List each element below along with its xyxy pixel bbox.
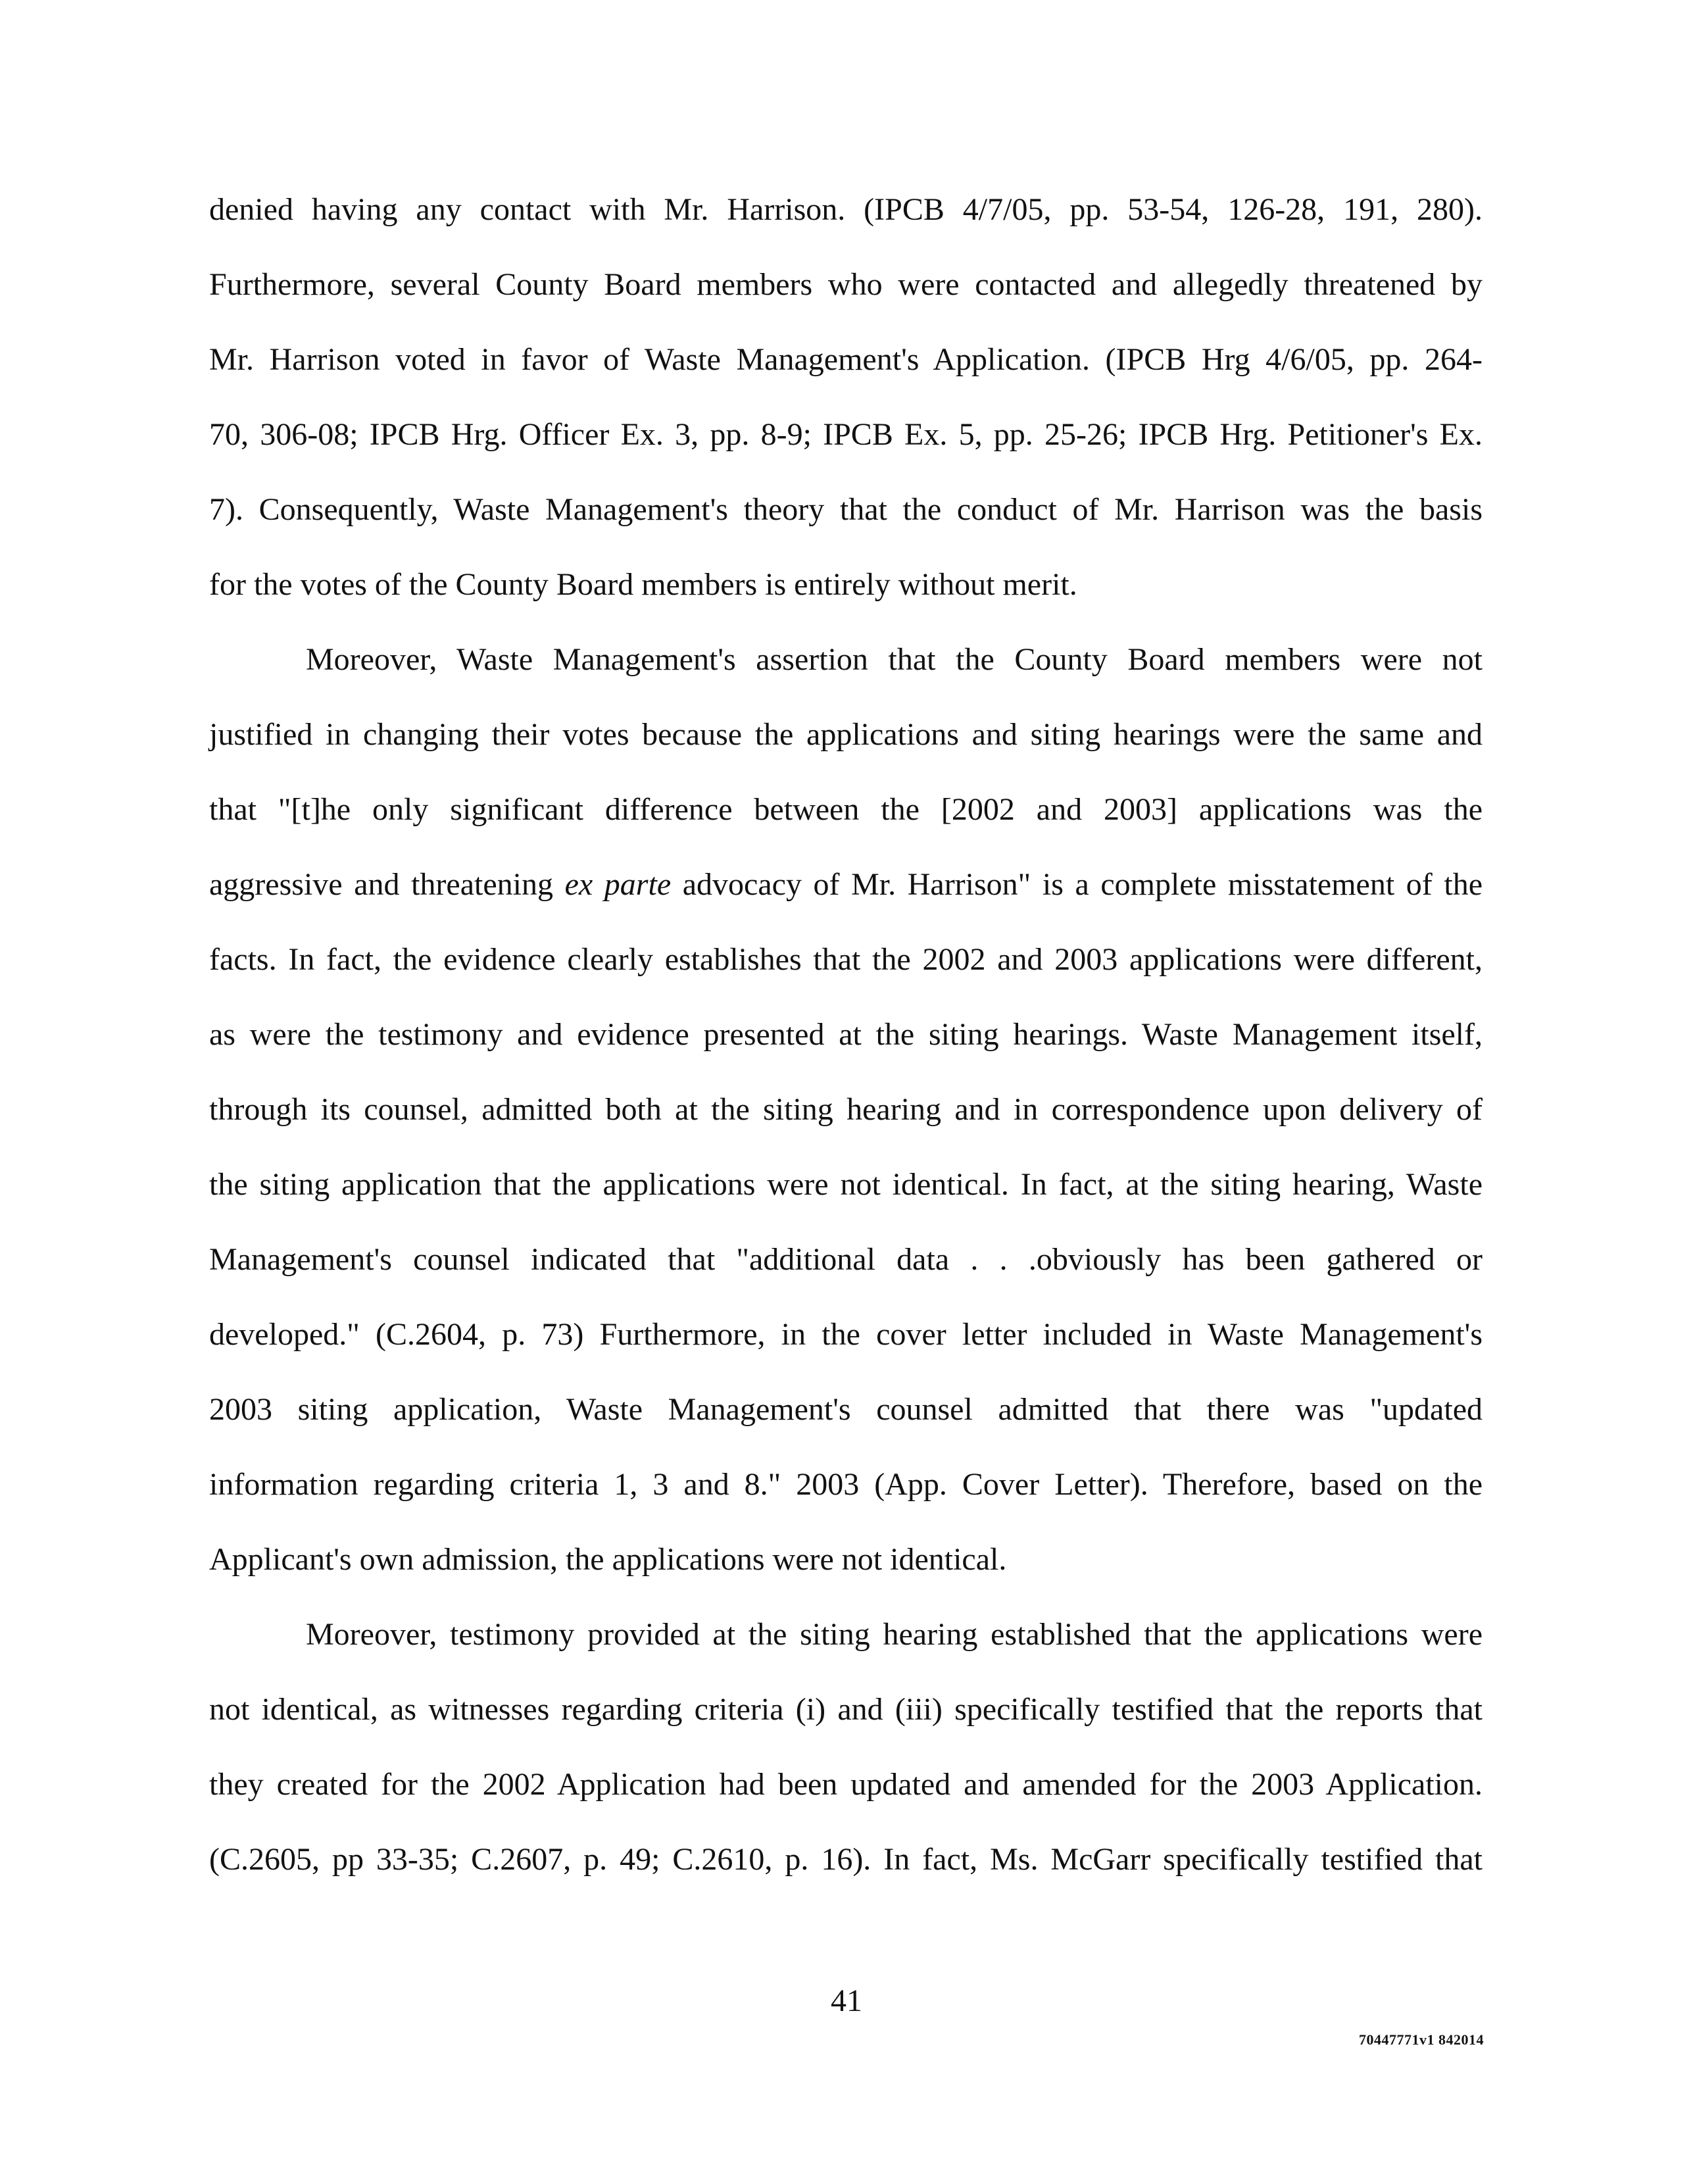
paragraph-3-line-1: Moreover, testimony provided at the siting hearing established that the applications were — [306, 1617, 1483, 1652]
paragraph-1-line-2: Furthermore, several County Board members who were contacted and allegedly threatened by — [209, 267, 1483, 302]
paragraph-2-line-2: justified in changing their votes because the applications and siting hearings were the same and — [209, 717, 1483, 752]
paragraph-2-line-4-before: aggressive and threatening — [209, 867, 565, 902]
paragraph-2-line-5: facts. In fact, the evidence clearly establishes that the 2002 and 2003 applications were different, — [209, 942, 1483, 977]
paragraph-3-line-2: not identical, as witnesses regarding criteria (i) and (iii) specifically testified that the reports that — [209, 1692, 1483, 1727]
paragraph-1-line-1: denied having any contact with Mr. Harrison. (IPCB 4/7/05, pp. 53-54, 126-28, 191, 280). — [209, 192, 1483, 227]
paragraph-2-line-6: as were the testimony and evidence presented at the siting hearings. Waste Management itself, — [209, 1017, 1483, 1052]
paragraph-2-line-9: Management's counsel indicated that "additional data . . .obviously has been gathered or — [209, 1242, 1483, 1277]
paragraph-1-line-6: for the votes of the County Board members is entirely without merit. — [209, 567, 1077, 602]
document-id: 70447771v1 842014 — [1359, 2031, 1484, 2048]
paragraph-2-line-7: through its counsel, admitted both at the siting hearing and in correspondence upon delivery of — [209, 1092, 1483, 1127]
page-number: 41 — [831, 1983, 862, 2018]
paragraph-2-line-12: information regarding criteria 1, 3 and 8." 2003 (App. Cover Letter). Therefore, based on the — [209, 1467, 1483, 1502]
paragraph-2 — [209, 622, 1483, 1597]
paragraph-1-line-4: 70, 306-08; IPCB Hrg. Officer Ex. 3, pp. 8-9; IPCB Ex. 5, pp. 25-26; IPCB Hrg. Petitioner's Ex. — [209, 417, 1483, 452]
paragraph-2-line-4-after: advocacy of Mr. Harrison" is a complete misstatement of the — [671, 867, 1483, 902]
paragraph-1-line-3: Mr. Harrison voted in favor of Waste Management's Application. (IPCB Hrg 4/6/05, pp. 264- — [209, 342, 1483, 377]
paragraph-2-line-3: that "[t]he only significant difference between the [2002 and 2003] applications was the — [209, 792, 1483, 827]
body-text — [209, 172, 1483, 1897]
paragraph-1-line-5: 7). Consequently, Waste Management's theory that the conduct of Mr. Harrison was the basis — [209, 492, 1483, 527]
paragraph-3 — [209, 1597, 1483, 1897]
paragraph-2-line-1: Moreover, Waste Management's assertion that the County Board members were not — [306, 642, 1483, 677]
paragraph-3-line-4: (C.2605, pp 33-35; C.2607, p. 49; C.2610, p. 16). In fact, Ms. McGarr specifically testified that — [209, 1842, 1483, 1877]
paragraph-1 — [209, 172, 1483, 622]
paragraph-2-line-4 — [209, 847, 1483, 922]
ex-parte-italic: ex parte — [564, 867, 672, 902]
paragraph-2-line-8: the siting application that the applications were not identical. In fact, at the siting hearing, Waste — [209, 1167, 1483, 1202]
paragraph-2-line-13: Applicant's own admission, the applications were not identical. — [209, 1542, 1007, 1577]
paragraph-2-line-10: developed." (C.2604, p. 73) Furthermore, in the cover letter included in Waste Management's — [209, 1317, 1483, 1352]
paragraph-2-line-11: 2003 siting application, Waste Management's counsel admitted that there was "updated — [209, 1392, 1483, 1427]
paragraph-3-line-3: they created for the 2002 Application had been updated and amended for the 2003 Application. — [209, 1767, 1483, 1802]
